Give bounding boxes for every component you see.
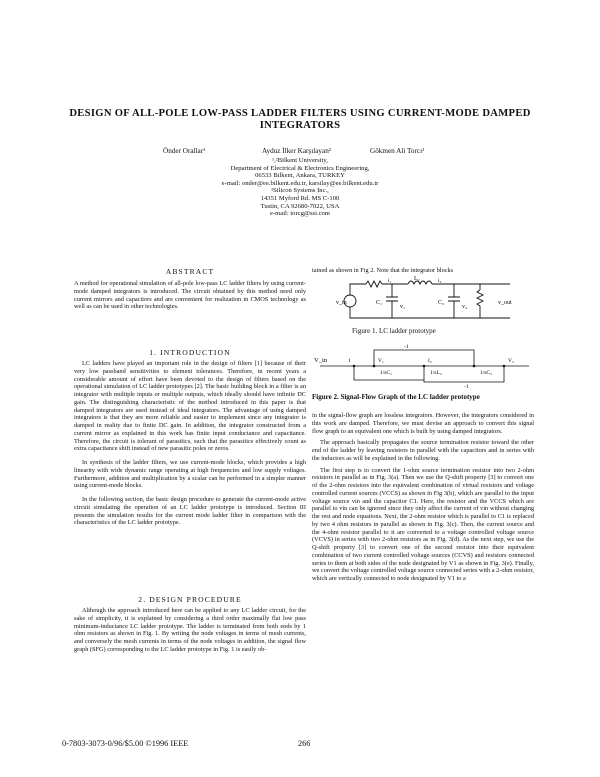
right-intro-text: tained as shown in Fig 2. Note that the integrator blocks: [312, 267, 454, 274]
fig2-label-integrator-1: 1/sC₁: [380, 370, 393, 376]
author-2: Ayduz İlker Karşılayan²: [262, 147, 331, 155]
footer-copyright: 0-7803-3073-0/96/$5.00 ©1996 IEEE: [62, 739, 189, 748]
affiliation-line: e-mail: torcg@ssi.com: [270, 210, 330, 218]
fig2-label-i2: I₂: [428, 358, 432, 364]
design-body: [74, 607, 306, 654]
affiliation-line: ²Silicon Systems Inc.,: [271, 187, 329, 195]
author-3: Gökmen Ali Torcı²: [370, 147, 425, 155]
right-paragraph: in the signal-flow graph are lossless integrators. However, the integrators considered in this work are damped. Therefore, we must devise an approach to convert this signal flow graph to an equivalent one which is built by using damped integrators.: [312, 412, 534, 435]
fig2-label-integrator-2: 1/sL₂: [430, 370, 442, 376]
abstract-heading: ABSTRACT: [165, 267, 215, 276]
footer-page-number: 266: [298, 739, 311, 748]
right-intro-line: [312, 267, 534, 275]
fig1-label-i2: i₂: [438, 278, 442, 284]
fig2-label-gain-2: -1: [404, 344, 409, 350]
introduction-body: [74, 360, 306, 527]
fig2-label-integrator-3: 1/sC₃: [480, 370, 493, 376]
right-paragraph: The approach basically propagates the source termination resistor toward the other end of the ladder by leaving resistors in parallel with the capacitors and in series with the inductors as will be explained in the following.: [312, 439, 534, 462]
fig1-label-vin: v_in: [336, 300, 347, 306]
fig1-label-L2: L₂: [414, 276, 420, 282]
abstract-paragraph: A method for operational simulation of all-pole low-pass LC ladder filters by using current-mode damped integrators is introduced. The circuit obtained by this method need only current mirrors and capacitors and are convenient for realization in CMOS technology as well as can be used in other technologies.: [74, 280, 306, 311]
right-paragraph: The first step is to convert the 1-ohm source termination resistor into two 2-ohm resistors in parallel as in Fig. 3(a). Then we use the Q-shift property [3] to convert one of the 2-ohm resistors into the equivalent combination of virtual resistors and voltage controlled current sources (VCCS) as shown in Fig 3(b), which are parallel to the input voltage source vin and the capacitor C1. Here, the resistor and the VCCS which are parallel to vin can be ignored since they only affect the current of vin without changing the rest and node equations. Next, the 2-ohm resistor which is parallel to C1 is replaced by two 4 ohm resistors in parallel as shown in Fig. 3(c). Then, the current source and the 4-ohm resistor parallel to it are converted to a voltage controlled voltage source (VCVS) in series with two 2-ohm resistors as in Fig. 3(d). As the next step, we use the Q-shift property [3] to convert one of the second resistor into their equivalent combination of two current controlled voltage sources (CCVS) and resistors connected series to them at both sides of the node designated by V1 as shown in Fig. 3(e). Finally, we convert the voltage controlled voltage source connected series with a 2-ohm resistor, which are vertically connected to node designated by V1 to a: [312, 466, 534, 582]
fig1-label-i1: i₁: [388, 278, 392, 284]
fig1-label-C1: C₁: [376, 300, 383, 306]
figure-2-caption: Figure 2. Signal-Flow Graph of the LC ladder prototype: [312, 393, 480, 401]
design-heading: 2. DESIGN PROCEDURE: [138, 595, 242, 604]
affiliation-line: Tustin, CA 92680-7022, USA: [260, 202, 340, 210]
fig2-label-gain-3: -1: [464, 384, 469, 390]
affiliation-line: e-mail: onder@ee.bilkent.edu.tr, karsilay@ee.bilkent.edu.tr: [221, 179, 379, 187]
affiliation-line: Department of Electrical & Electronics Engineering,: [230, 164, 370, 172]
author-1: Önder Orallar¹: [163, 147, 206, 155]
fig1-label-v3: v₃: [462, 304, 468, 310]
affiliation-line: 14351 Myford Rd. MS C-100: [260, 194, 340, 202]
figure-1-caption: Figure 1. LC ladder prototype: [352, 327, 436, 335]
affiliation-block: [150, 157, 450, 218]
introduction-heading: 1. INTRODUCTION: [149, 348, 231, 357]
figure-1-circuit: [330, 276, 530, 326]
fig2-label-v1: V₁: [378, 358, 384, 364]
affiliation-line: ¹,²Bilkent University,: [272, 157, 328, 164]
affiliation-line: 06533 Bilkent, Ankara, TURKEY: [255, 172, 345, 180]
design-paragraph: Although the approach introduced here can be applied to any LC ladder circuit, for the sake of simplicity, it is explained by considering a third order maximally flat low pass minimum-inductance LC ladder prototype. The ladder is terminated from both ends by 1 ohm resistors as shown in Fig. 1. By writing the node voltages in terms of mesh currents, and conversely the mesh currents in terms of the node voltages in addition, the signal flow graph (SFG) corresponding to the LC ladder prototype in Fig. 1 is easily ob-: [74, 607, 306, 653]
fig2-label-v3: V₃: [508, 358, 514, 364]
abstract-text: [74, 280, 306, 311]
introduction-paragraph: In the following section, the basic design procedure to generate the current-mode active circuit simulating the operation of an LC ladder prototype is introduced. Section III presents the simulation results for the current mode ladder filter in comparison with the characteristics of the LC ladder prototype.: [74, 496, 306, 527]
introduction-paragraph: In synthesis of the ladder filters, we use current-mode blocks, which provides a high linearity with wide dynamic range operating at high frequencies and low supply voltages. Furthermore, addition and multiplication by a scalar can be performed in a simpler manner using current-mode blocks.: [74, 459, 306, 490]
fig1-label-C3: C₃: [438, 300, 445, 306]
figure-2-signal-flow-graph: [314, 342, 534, 390]
fig2-label-gain-1: 1: [348, 358, 351, 364]
fig1-label-vout: v_out: [498, 300, 512, 306]
fig2-label-vin: V_in: [314, 357, 327, 364]
introduction-paragraph: LC ladders have played an important role in the design of filters [1] because of their very low passband sensitivities to element tolerances. Therefore, in recent years a considerable amount of effort have been devoted to the design of filters based on the operational simulation of LC ladder prototypes [2]. The basic building block in a filter is an integrator with multiple inputs or multiple outputs, which ideally should have infinite DC gain. The distinguishing characteristic of the method introduced in this paper is that damped integrators are used instead of ideal integrators. The advantage of using damped integrators is that they are more reliable and easier to implement since any integrator is damped in reality due to finite DC gain. In addition, the integrator constructed from a current mirror as explained in this work has finite input conductance and capacitance. Therefore, the circuit is tolerant of parasitics, such that the parasitics effectively count as extra capacitance shift instead of new parasitic poles or zeros.: [74, 360, 306, 453]
right-column-body: [312, 412, 534, 583]
fig1-label-v1: v₁: [400, 304, 406, 310]
paper-title: DESIGN OF ALL-POLE LOW-PASS LADDER FILTERS USING CURRENT-MODE DAMPED INTEGRATORS: [69, 108, 531, 131]
